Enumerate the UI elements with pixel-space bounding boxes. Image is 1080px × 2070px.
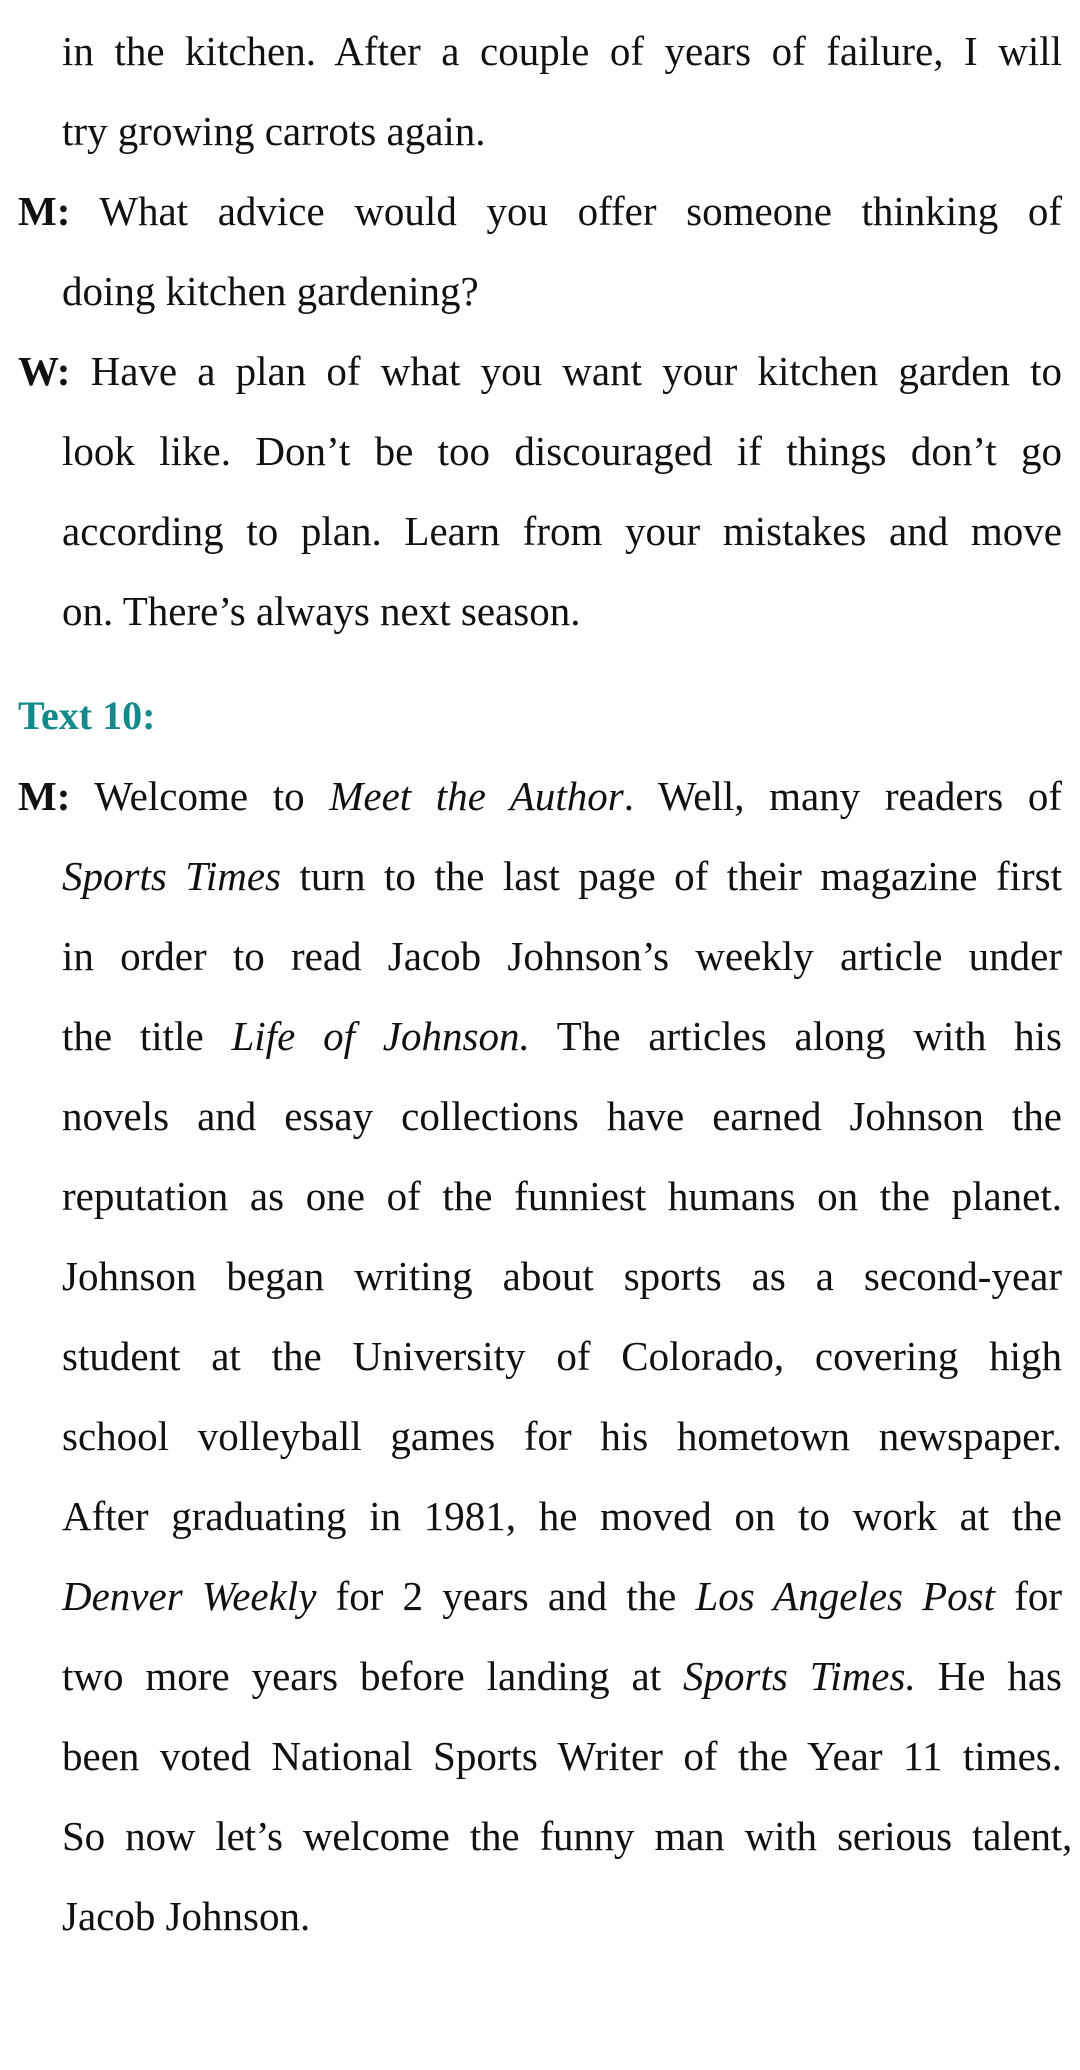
text-line: in order to read Jacob Johnson’s weekly article under	[62, 933, 1062, 979]
line-text: Welcome to	[94, 773, 330, 819]
line-text: two more years before landing at	[62, 1653, 684, 1699]
speaker-label: M:	[18, 188, 71, 234]
italic-title: Denver Weekly	[62, 1573, 317, 1619]
line-text: for	[995, 1573, 1063, 1619]
dialogue-line	[18, 770, 1062, 822]
text-line: school volleyball games for his hometown newspaper.	[62, 1413, 1062, 1459]
line-text: Have a plan of what you want your kitchen garden to	[90, 348, 1062, 394]
line-text: . Well, many readers of	[623, 773, 1063, 819]
text-line: After graduating in 1981, he moved on to work at the	[62, 1493, 1062, 1539]
italic-title: Meet the Author	[329, 773, 624, 819]
text-line	[62, 1570, 1062, 1622]
italic-title: Sports Times	[62, 853, 281, 899]
text-line: try growing carrots again.	[62, 108, 486, 154]
italic-title: Los Angeles Post	[695, 1573, 996, 1619]
line-text: The articles along with his	[529, 1013, 1062, 1059]
text-line: on. There’s always next season.	[62, 588, 581, 634]
speaker-label: W:	[18, 348, 71, 394]
italic-title: Sports Times.	[683, 1653, 916, 1699]
text-line: according to plan. Learn from your mistakes and move	[62, 508, 1062, 554]
section-heading: Text 10:	[18, 693, 156, 738]
line-text: What advice would you offer someone thinking of	[99, 188, 1062, 234]
text-line: been voted National Sports Writer of the Year 11 times.	[62, 1733, 1062, 1779]
line-text: turn to the last page of their magazine first	[280, 853, 1063, 899]
line-text: the title	[62, 1013, 232, 1059]
text-line	[62, 1010, 1062, 1062]
italic-title: Life of Johnson.	[231, 1013, 530, 1059]
dialogue-line	[18, 185, 1062, 237]
text-line: novels and essay collections have earned Johnson the	[62, 1093, 1062, 1139]
text-line: Jacob Johnson.	[62, 1893, 311, 1939]
text-line: reputation as one of the funniest humans on the planet.	[62, 1173, 1062, 1219]
text-line	[62, 1650, 1062, 1702]
text-line: in the kitchen. After a couple of years of failure, I will	[62, 28, 1062, 74]
text-line: student at the University of Colorado, covering high	[62, 1333, 1062, 1379]
line-text: for 2 years and the	[316, 1573, 696, 1619]
text-line: look like. Don’t be too discouraged if things don’t go	[62, 428, 1062, 474]
text-line	[62, 850, 1062, 902]
text-line: Johnson began writing about sports as a second-year	[62, 1253, 1062, 1299]
dialogue-line	[18, 345, 1062, 397]
text-line: So now let’s welcome the funny man with serious talent,	[62, 1813, 1072, 1859]
line-text: He has	[915, 1653, 1062, 1699]
speaker-label: M:	[18, 773, 71, 819]
text-line: doing kitchen gardening?	[62, 268, 479, 314]
